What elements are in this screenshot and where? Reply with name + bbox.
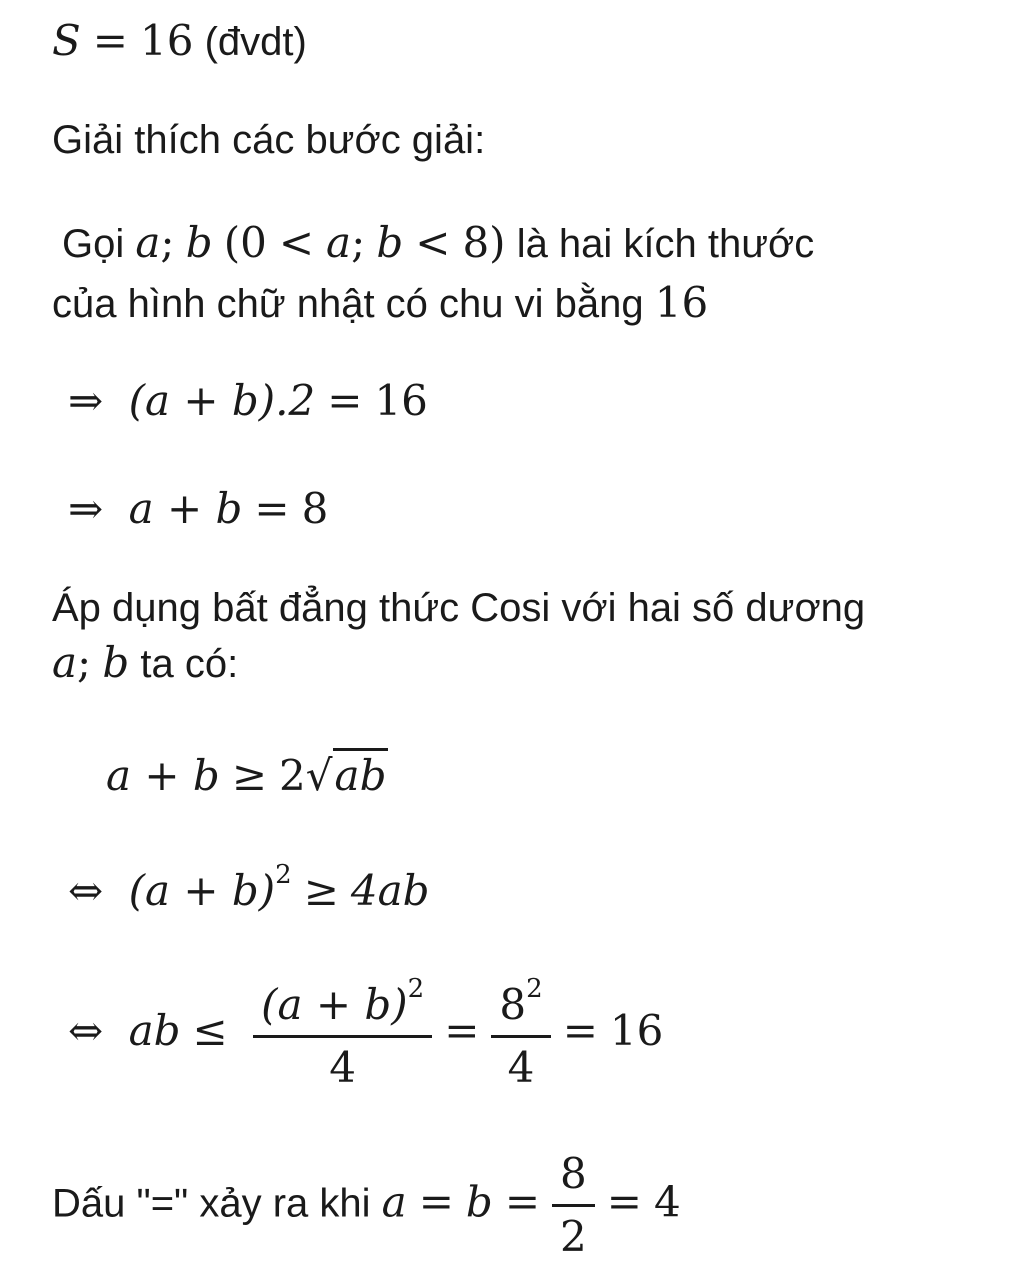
- exponent: 2: [407, 974, 425, 1004]
- ineq2-lhs: (a + b): [128, 866, 276, 915]
- implies-arrow: ⇒: [68, 376, 104, 425]
- equals-sign: =: [254, 484, 290, 533]
- intro-goi: Gọi: [62, 222, 125, 266]
- semicolon: ;: [77, 638, 92, 687]
- fraction-3-denominator: 2: [560, 1212, 587, 1262]
- equals-sign: =: [327, 376, 363, 425]
- equals-sign: =: [444, 1005, 480, 1055]
- eq1-rhs: 16: [374, 376, 428, 425]
- answer-line: [52, 16, 307, 65]
- var-b: b: [185, 218, 213, 267]
- cond-open: (0: [223, 218, 267, 267]
- equals-sign: =: [92, 16, 128, 65]
- fraction-2: [491, 975, 550, 1093]
- eq1-lhs: (a + b).2: [128, 376, 316, 425]
- solution-heading: Giải thích các bước giải:: [52, 118, 486, 162]
- radical-sign: √: [305, 751, 333, 800]
- exponent: 2: [275, 860, 292, 890]
- var-a: a: [135, 218, 161, 267]
- square-root: [305, 748, 389, 800]
- fraction-bar: [552, 1204, 595, 1207]
- intro-line-1: [62, 218, 815, 267]
- cosi-line-1: Áp dụng bất đẳng thức Cosi với hai số dương: [52, 586, 866, 630]
- fraction-1-base: (a + b): [261, 980, 408, 1029]
- radicand: ab: [333, 748, 389, 797]
- var-a: a: [381, 1177, 407, 1227]
- perimeter-value: 16: [654, 278, 709, 327]
- equals-sign: =: [504, 1177, 541, 1227]
- ineq1-coef: 2: [279, 751, 306, 800]
- fraction-bar: [253, 1035, 432, 1038]
- ineq2-rhs: 4ab: [350, 866, 430, 915]
- cosi-text-2: ta có:: [140, 642, 239, 686]
- var-b: b: [376, 218, 404, 267]
- eq2-lhs: a + b: [128, 484, 243, 533]
- less-than: <: [278, 218, 315, 267]
- var-a: a: [326, 218, 352, 267]
- cond-close: 8): [462, 218, 506, 267]
- cosi-line-2: [52, 638, 239, 687]
- fraction-3: [552, 1150, 595, 1262]
- var-b: b: [102, 638, 130, 687]
- area-unit: (đvdt): [204, 20, 307, 64]
- equals-sign: =: [606, 1177, 642, 1227]
- eq2-rhs: 8: [301, 484, 329, 533]
- inequality-3: [68, 975, 663, 1093]
- equality-line: [52, 1150, 681, 1262]
- less-than: <: [415, 218, 451, 267]
- fraction-2-base: 8: [499, 980, 527, 1029]
- fraction-3-numerator: 8: [560, 1149, 587, 1198]
- area-value: 16: [139, 16, 194, 65]
- leq-sign: ≤: [192, 1005, 228, 1055]
- semicolon: ;: [160, 218, 175, 267]
- iff-arrow: ⇔: [68, 1005, 104, 1055]
- implies-arrow: ⇒: [68, 484, 104, 533]
- semicolon: ;: [351, 218, 366, 267]
- fraction-1: [253, 975, 432, 1093]
- equality-result: 4: [653, 1177, 681, 1227]
- intro-line-2: [52, 278, 709, 327]
- fraction-bar: [491, 1035, 550, 1038]
- var-a: a: [52, 638, 78, 687]
- inequality-2: [68, 860, 430, 915]
- area-symbol: S: [52, 16, 81, 65]
- intro-text-1: là hai kích thước: [516, 222, 815, 266]
- fraction-2-denominator: 4: [507, 1043, 535, 1093]
- fraction-2-numerator: [491, 975, 550, 1029]
- equation-2: [68, 484, 329, 533]
- iff-arrow: ⇔: [68, 866, 104, 915]
- ineq3-lhs: ab: [128, 1005, 181, 1055]
- ineq1-lhs: a + b: [106, 751, 220, 800]
- intro-text-2: của hình chữ nhật có chu vi bằng: [52, 282, 644, 326]
- geq-sign: ≥: [231, 751, 268, 800]
- var-b: b: [465, 1177, 493, 1227]
- equals-sign: =: [418, 1177, 454, 1227]
- exponent: 2: [526, 974, 543, 1004]
- fraction-1-numerator: [253, 975, 432, 1029]
- fraction-1-denominator: 4: [329, 1043, 356, 1093]
- inequality-1: [106, 748, 388, 800]
- geq-sign: ≥: [303, 866, 339, 915]
- equals-sign: =: [562, 1005, 598, 1055]
- equality-text: Dấu "=" xảy ra khi: [52, 1181, 371, 1226]
- ineq3-result: 16: [609, 1005, 664, 1055]
- equation-1: [68, 376, 428, 425]
